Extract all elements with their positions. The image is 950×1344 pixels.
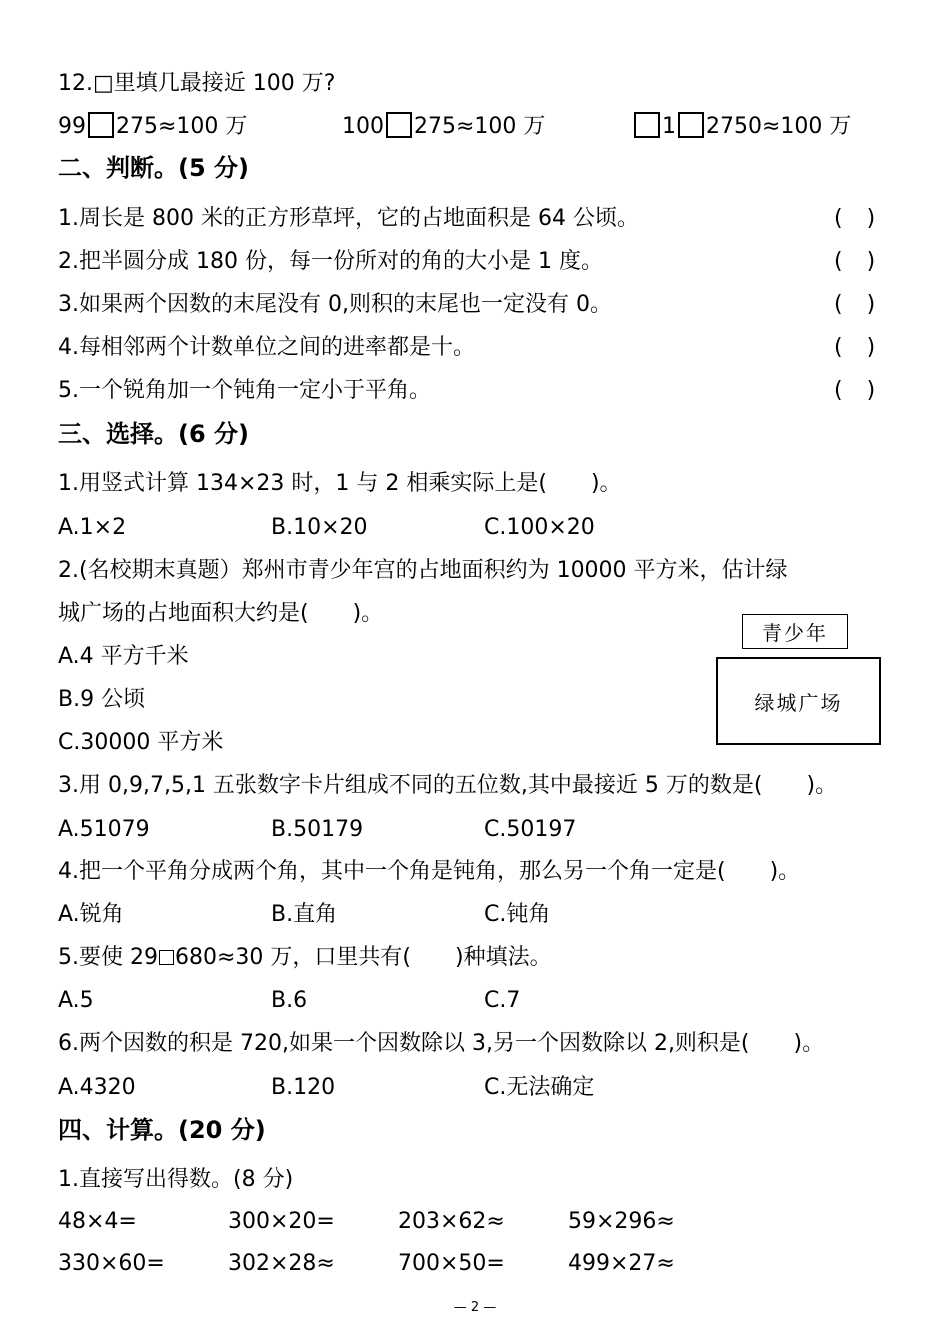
- judge-paren-5[interactable]: (): [834, 378, 900, 403]
- q12-title: 12.□里填几最接近 100 万?: [58, 71, 336, 96]
- calc-r1-c3: 203×62≈: [398, 1209, 505, 1234]
- diagram-youth-palace: 青少年: [742, 614, 848, 649]
- q12-b-post: 275≈100 万: [414, 114, 546, 139]
- judge-heading: 二、判断。(5 分): [58, 154, 249, 182]
- choose-q5-post: 680≈30 万，口里共有( )种填法。: [174, 945, 552, 970]
- q12-part-a: [58, 112, 247, 142]
- choose-q3: 3.用 0,9,7,5,1 五张数字卡片组成不同的五位数,其中最接近 5 万的数是( )。: [58, 773, 838, 798]
- q12-c-post: 2750≈100 万: [706, 114, 852, 139]
- choose-q4-option-c[interactable]: C.钝角: [484, 902, 551, 927]
- choose-q1-option-a[interactable]: A.1×2: [58, 515, 127, 540]
- q12-b-pre: 100: [342, 114, 384, 139]
- choose-q2-option-c[interactable]: C.30000 平方米: [58, 730, 224, 755]
- q12-c-mid: 1: [662, 114, 676, 139]
- judge-item-3: 3.如果两个因数的末尾没有 0,则积的末尾也一定没有 0。: [58, 292, 612, 317]
- choose-q2-option-a[interactable]: A.4 平方千米: [58, 644, 189, 669]
- choose-q6-option-a[interactable]: A.4320: [58, 1075, 136, 1100]
- choose-q6: 6.两个因数的积是 720,如果一个因数除以 3,另一个因数除以 2,则积是( )。: [58, 1031, 825, 1056]
- choose-q2-line1: 2.(名校期末真题）郑州市青少年宫的占地面积约为 10000 平方米，估计绿: [58, 558, 788, 583]
- q12-part-b: [342, 112, 545, 142]
- choose-heading: 三、选择。(6 分): [58, 420, 249, 448]
- diagram-green-city-square: 绿城广场: [716, 657, 881, 745]
- choose-q1-option-c[interactable]: C.100×20: [484, 515, 595, 540]
- judge-item-2: 2.把半圆分成 180 份，每一份所对的角的大小是 1 度。: [58, 249, 603, 274]
- choose-q5-option-b[interactable]: B.6: [271, 988, 308, 1013]
- choose-q5-option-c[interactable]: C.7: [484, 988, 521, 1013]
- q12-b-box: [386, 112, 412, 138]
- choose-q1: 1.用竖式计算 134×23 时，1 与 2 相乘实际上是( )。: [58, 471, 622, 496]
- judge-paren-4[interactable]: (): [834, 335, 900, 360]
- q12-part-c: [632, 112, 851, 142]
- q12-a-post: 275≈100 万: [116, 114, 248, 139]
- calc-r2-c2: 302×28≈: [228, 1251, 335, 1276]
- page-number: — 2 —: [453, 1300, 497, 1315]
- q12-c-box1: [634, 112, 660, 138]
- choose-q1-option-b[interactable]: B.10×20: [271, 515, 368, 540]
- choose-q5-option-a[interactable]: A.5: [58, 988, 94, 1013]
- calc-r2-c4: 499×27≈: [568, 1251, 675, 1276]
- calc-heading: 四、计算。(20 分): [58, 1116, 266, 1144]
- choose-q5-pre: 5.要使 29: [58, 945, 158, 970]
- judge-item-1: 1.周长是 800 米的正方形草坪，它的占地面积是 64 公顷。: [58, 206, 639, 231]
- q12-a-box: [88, 112, 114, 138]
- judge-paren-2[interactable]: (): [834, 249, 900, 274]
- choose-q6-option-b[interactable]: B.120: [271, 1075, 336, 1100]
- choose-q3-option-b[interactable]: B.50179: [271, 817, 364, 842]
- calc-r2-c1: 330×60=: [58, 1251, 165, 1276]
- choose-q4-option-b[interactable]: B.直角: [271, 902, 338, 927]
- judge-item-5: 5.一个锐角加一个钝角一定小于平角。: [58, 378, 431, 403]
- calc-r1-c2: 300×20=: [228, 1209, 335, 1234]
- choose-q4-option-a[interactable]: A.锐角: [58, 902, 124, 927]
- choose-q3-option-c[interactable]: C.50197: [484, 817, 577, 842]
- judge-paren-1[interactable]: (): [834, 206, 900, 231]
- calc-r2-c3: 700×50=: [398, 1251, 505, 1276]
- calc-sub1: 1.直接写出得数。(8 分): [58, 1167, 294, 1192]
- choose-q3-option-a[interactable]: A.51079: [58, 817, 150, 842]
- choose-q6-option-c[interactable]: C.无法确定: [484, 1075, 595, 1100]
- calc-r1-c4: 59×296≈: [568, 1209, 675, 1234]
- choose-q4: 4.把一个平角分成两个角，其中一个角是钝角，那么另一个角一定是( )。: [58, 859, 801, 884]
- q12-c-box2: [678, 112, 704, 138]
- choose-q2-option-b[interactable]: B.9 公顷: [58, 687, 146, 712]
- judge-paren-3[interactable]: (): [834, 292, 900, 317]
- calc-r1-c1: 48×4=: [58, 1209, 137, 1234]
- choose-q2-line2: 城广场的占地面积大约是( )。: [58, 601, 384, 626]
- q12-a-pre: 99: [58, 114, 86, 139]
- choose-q5: [58, 943, 552, 973]
- judge-item-4: 4.每相邻两个计数单位之间的进率都是十。: [58, 335, 475, 360]
- choose-q5-blank-box: [159, 950, 174, 965]
